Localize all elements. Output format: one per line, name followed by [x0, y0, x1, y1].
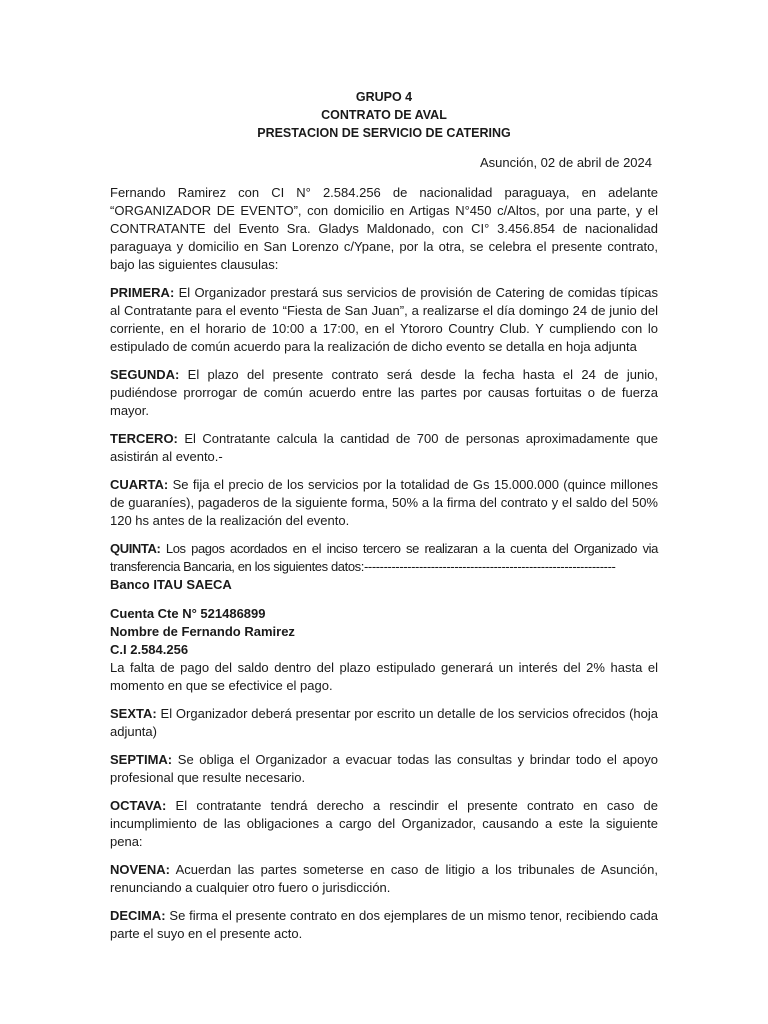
clause-label: DECIMA:: [110, 908, 166, 923]
account-holder: Nombre de Fernando Ramirez: [110, 624, 295, 639]
clause-label: SEPTIMA:: [110, 752, 173, 767]
clause-primera: [110, 284, 658, 356]
service-heading: PRESTACION DE SERVICIO DE CATERING: [257, 126, 511, 140]
clause-text: Los pagos acordados en el inciso tercero se realizaran a la cuenta del Organizado via transferencia Bancaria, en los siguientes datos:----------------------------------------------------------------: [110, 541, 658, 574]
contract-heading: CONTRATO DE AVAL: [321, 108, 447, 122]
clause-label: NOVENA:: [110, 862, 170, 877]
clause-label: TERCERO:: [110, 431, 178, 446]
contract-date: Asunción, 02 de abril de 2024: [479, 155, 652, 170]
clause-text: El Organizador deberá presentar por escrito un detalle de los servicios ofrecidos (hoja adjunta): [110, 706, 658, 739]
clause-cuarta: [110, 476, 658, 530]
clause-octava: [110, 797, 658, 851]
clause-text: Acuerdan las partes someterse en caso de litigio a los tribunales de Asunción, renunciando a cualquier otro fuero o jurisdicción.: [110, 862, 658, 895]
bank-account: Cuenta Cte N° 521486899: [110, 606, 266, 621]
clause-text: El Organizador prestará sus servicios de provisión de Catering de comidas típicas al Contratante para el evento “Fiesta de San Juan”, a realizarse el día domingo 24 de junio del corriente, en el horario de 10:00 a 17:00, en el Ytororo Country Club. Y cumpliendo con lo estipulado de común acuerdo para la realización de dicho evento se detalla en hoja adjunta: [110, 285, 658, 354]
clause-text: Se firma el presente contrato en dos ejemplares de un mismo tenor, recibiendo cada parte el suyo en el presente acto.: [110, 908, 658, 941]
intro-paragraph: Fernando Ramirez con CI N° 2.584.256 de nacionalidad paraguaya, en adelante “ORGANIZADOR DE EVENTO”, con domicilio en Artigas N°450 c/Altos, por una parte, y el CONTRATANTE del Evento Sra. Gladys Maldonado, con CI° 3.456.854 de nacionalidad paraguaya y domicilio en San Lorenzo c/Ypane, por la otra, se celebra el presente contrato, bajo las siguientes clausulas:: [110, 185, 658, 272]
clause-text: Se obliga el Organizador a evacuar todas las consultas y brindar todo el apoyo profesional que resulte necesario.: [110, 752, 658, 785]
bank-details: [110, 576, 658, 659]
clause-label: CUARTA:: [110, 477, 169, 492]
clause-label: SEXTA:: [110, 706, 157, 721]
clause-decima: [110, 907, 658, 943]
clause-quinta: [110, 540, 658, 576]
clause-text: El Contratante calcula la cantidad de 700 de personas aproximadamente que asistirán al evento.-: [110, 431, 658, 464]
document-title-group: [110, 88, 658, 142]
clause-label: SEGUNDA:: [110, 367, 180, 382]
clause-novena: [110, 861, 658, 897]
clause-label: PRIMERA:: [110, 285, 175, 300]
clause-label: QUINTA:: [110, 541, 161, 556]
bank-name: Banco ITAU SAECA: [110, 577, 232, 592]
clause-text: Se fija el precio de los servicios por la totalidad de Gs 15.000.000 (quince millones de guaraníes), pagaderos de la siguiente forma, 50% a la firma del contrato y el saldo del 50% 120 hs antes de la realización del evento.: [110, 477, 658, 528]
clause-tercero: [110, 430, 658, 466]
holder-ci: C.I 2.584.256: [110, 642, 189, 657]
clause-text: El contratante tendrá derecho a rescindir el presente contrato en caso de incumplimiento de las obligaciones a cargo del Organizador, causando a este la siguiente pena:: [110, 798, 658, 849]
clause-text: El plazo del presente contrato será desde la fecha hasta el 24 de junio, pudiéndose prorrogar de común acuerdo entre las partes por causas fortuitas o de fuerza mayor.: [110, 367, 658, 418]
clause-label: OCTAVA:: [110, 798, 167, 813]
group-heading: GRUPO 4: [355, 90, 413, 104]
clause-segunda: [110, 366, 658, 420]
clause-sexta: [110, 705, 658, 741]
clause-septima: [110, 751, 658, 787]
late-payment-paragraph: La falta de pago del saldo dentro del plazo estipulado generará un interés del 2% hasta el momento en que se efectivice el pago.: [110, 660, 658, 693]
